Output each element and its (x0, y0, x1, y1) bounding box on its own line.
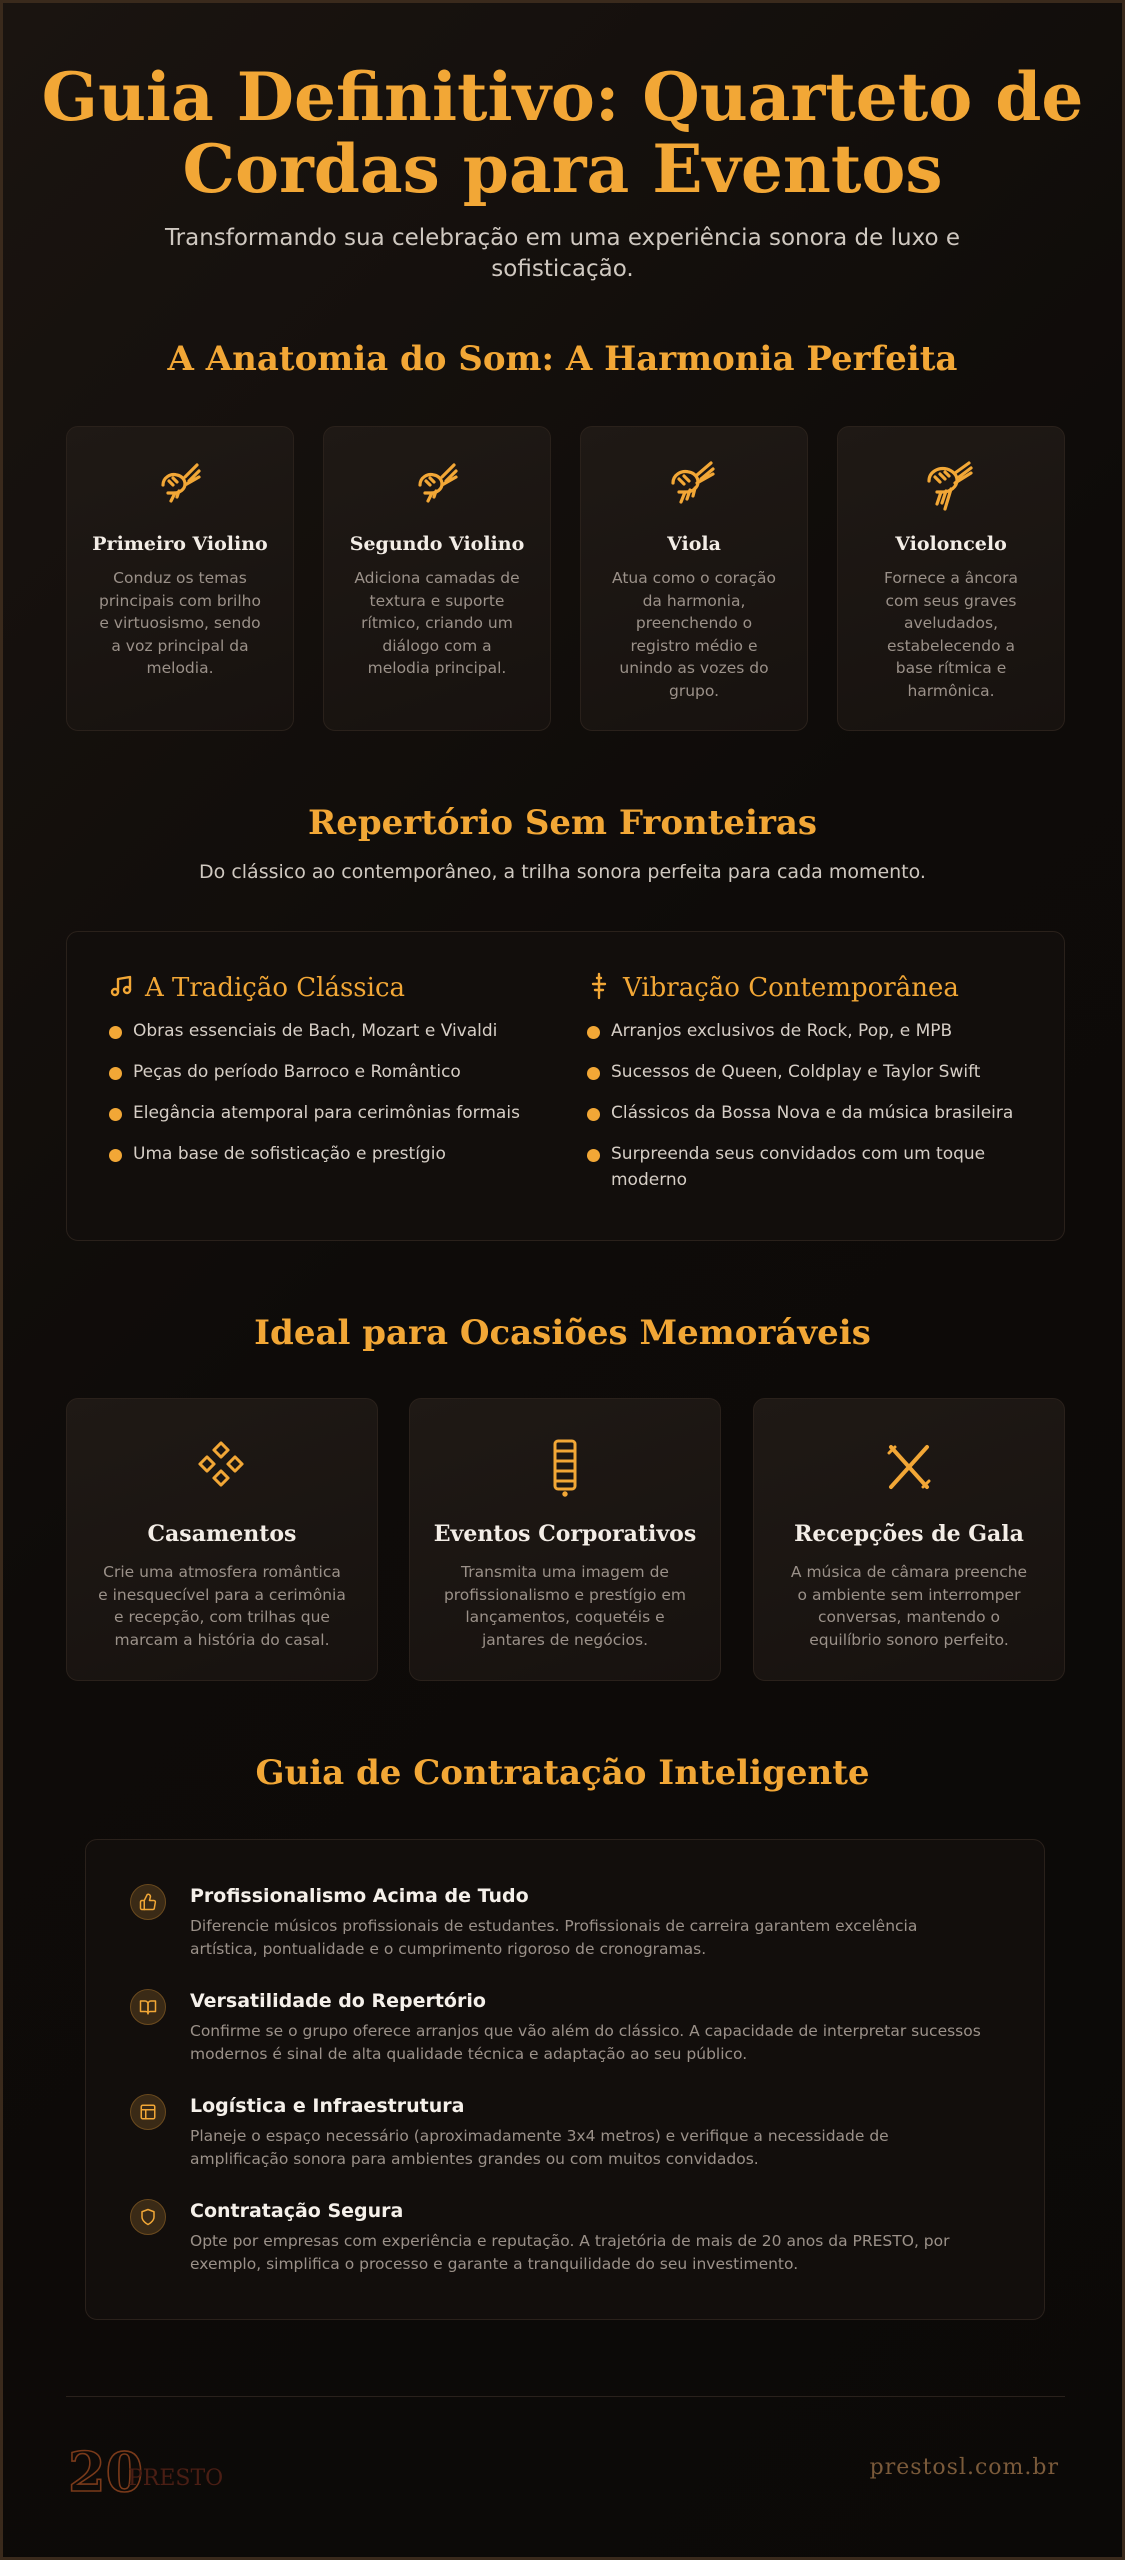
guitar-icon (587, 972, 611, 1004)
list-item: Peças do período Barroco e Romântico (109, 1059, 529, 1085)
instrument-desc: Conduz os temas principais com brilho e virtuosismo, sendo a voz principal da melodia. (99, 569, 261, 677)
occasion-card (753, 1398, 1065, 1681)
rings-icon (67, 1439, 377, 1495)
modern-column (587, 968, 1027, 1208)
occasion-desc: A música de câmara preenche o ambiente sem interromper conversas, mantendo o equilíbrio sonoro perfeito. (790, 1563, 1028, 1649)
modern-list (587, 1018, 1027, 1193)
guide-title: Guia de Contratação Inteligente (255, 1753, 870, 1793)
occasion-desc: Crie uma atmosfera romântica e inesquecível para a cerimônia e recepção, com trilhas que marcam a história do casal. (98, 1563, 346, 1649)
instrument-card (580, 426, 808, 731)
guide-item-title: Versatilidade do Repertório (190, 1990, 486, 2012)
occasions-title: Ideal para Ocasiões Memoráveis (254, 1313, 871, 1353)
website-link[interactable]: prestosl.com.br (869, 2455, 1059, 2480)
instrument-desc: Adiciona camadas de textura e suporte rítmico, criando um diálogo com a melodia principal. (354, 569, 520, 677)
toast-icon (754, 1439, 1064, 1495)
occasion-card (66, 1398, 378, 1681)
guide-item (130, 2094, 984, 2184)
list-item: Obras essenciais de Bach, Mozart e Vivaldi (109, 1018, 529, 1044)
presto-logo[interactable] (66, 2441, 226, 2501)
instrument-cards (66, 426, 1065, 733)
layout-icon (130, 2094, 166, 2130)
svg-text:20: 20 (68, 2441, 144, 2501)
list-item: Elegância atemporal para cerimônias formais (109, 1100, 529, 1126)
guide-item (130, 1989, 984, 2079)
anatomy-title: A Anatomia do Som: A Harmonia Perfeita (167, 339, 958, 379)
guide-item (130, 2199, 984, 2289)
repertoire-title: Repertório Sem Fronteiras (307, 803, 818, 843)
instrument-name: Segundo Violino (349, 533, 525, 555)
occasion-card (409, 1398, 721, 1681)
list-item: Uma base de sofisticação e prestígio (109, 1141, 529, 1167)
list-item: Surpreenda seus convidados com um toque moderno (587, 1141, 1027, 1193)
repertoire-box (66, 931, 1065, 1241)
classic-list (109, 1018, 529, 1167)
guide-item-title: Contratação Segura (190, 2200, 404, 2222)
guide-item (130, 1884, 984, 1974)
instrument-desc: Fornece a âncora com seus graves aveludados, estabelecendo a base rítmica e harmônica. (884, 569, 1018, 700)
occasion-desc: Transmita uma imagem de profissionalismo e prestígio em lançamentos, coquetéis e jantares de negócios. (443, 1563, 687, 1649)
building-icon (410, 1439, 720, 1495)
viola-icon (581, 461, 807, 509)
book-icon (130, 1989, 166, 2025)
classic-title: A Tradição Clássica (145, 973, 406, 1003)
instrument-desc: Atua como o coração da harmonia, preenchendo o registro médio e unindo as vozes do grupo. (612, 569, 776, 700)
page-title: Guia Definitivo: Quarteto de Cordas para Eventos (41, 58, 1084, 208)
instrument-card (66, 426, 294, 731)
classic-column (109, 968, 529, 1182)
guide-item-title: Logística e Infraestrutura (190, 2095, 465, 2117)
instrument-name: Primeiro Violino (92, 533, 268, 555)
occasion-name: Recepções de Gala (794, 1521, 1024, 1547)
guide-item-desc: Planeje o espaço necessário (aproximadamente 3x4 metros) e verifique a necessidade de amplificação sonora para ambientes grandes ou com muitos convidados. (190, 2127, 889, 2168)
instrument-card (323, 426, 551, 731)
guide-item-title: Profissionalismo Acima de Tudo (190, 1885, 529, 1907)
instrument-name: Violoncelo (895, 533, 1007, 555)
thumbs-up-icon (130, 1884, 166, 1920)
page-subtitle: Transformando sua celebração em uma experiência sonora de luxo e sofisticação. (164, 225, 961, 282)
guide-item-desc: Opte por empresas com experiência e reputação. A trajetória de mais de 20 anos da PRESTO, por exemplo, simplifica o processo e garante a tranquilidade do seu investimento. (190, 2232, 950, 2273)
list-item: Clássicos da Bossa Nova e da música brasileira (587, 1100, 1027, 1126)
guide-item-desc: Diferencie músicos profissionais de estudantes. Profissionais de carreira garantem excelência artística, pontualidade e o cumprimento rigoroso de cronogramas. (190, 1917, 918, 1958)
occasion-name: Eventos Corporativos (433, 1521, 697, 1547)
guide-box (85, 1839, 1045, 2320)
music-note-icon (109, 974, 133, 1002)
repertoire-subtitle: Do clássico ao contemporâneo, a trilha sonora perfeita para cada momento. (199, 861, 926, 883)
instrument-name: Viola (667, 533, 721, 555)
instrument-card (837, 426, 1065, 731)
modern-title: Vibração Contemporânea (623, 973, 959, 1003)
list-item: Arranjos exclusivos de Rock, Pop, e MPB (587, 1018, 1027, 1044)
occasion-name: Casamentos (147, 1521, 297, 1547)
violin-icon (324, 461, 550, 509)
violin-icon (67, 461, 293, 509)
svg-text:PRESTO: PRESTO (128, 2466, 224, 2491)
footer-divider (66, 2396, 1065, 2397)
cello-icon (838, 461, 1064, 509)
list-item: Sucessos de Queen, Coldplay e Taylor Swift (587, 1059, 1027, 1085)
shield-icon (130, 2199, 166, 2235)
guide-item-desc: Confirme se o grupo oferece arranjos que vão além do clássico. A capacidade de interpretar sucessos modernos é sinal de alta qualidade técnica e adaptação ao seu público. (190, 2022, 981, 2063)
